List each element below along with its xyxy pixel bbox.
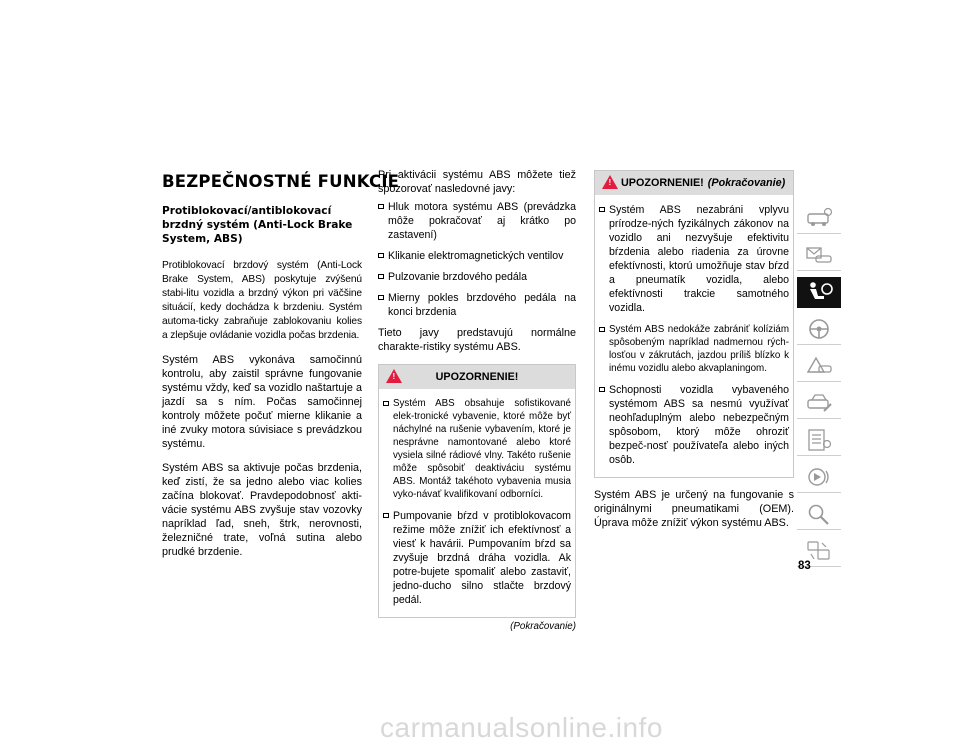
column-left (162, 168, 400, 569)
paragraph-abs-activation: Systém ABS sa aktivuje počas brzdenia, keď zistí, že sa jedno alebo viac kolies začína blokovať. Pravdepodobnosť akti-vácie systému ABS zvyšuje stav vozovky napríklad ľad, sneh, štrk, nerovnosti, železničné trate, voľná sutina alebo prudké brzdenie. (162, 462, 362, 558)
paragraph-abs-intro: Protiblokovací brzdový systém (Anti-Lock Brake System, ABS) poskytuje zvýšenú stabi-litu vozidla a brzdný výkon pri väčšine situácií, kedy dochádza k brzdeniu. Systém automa-ticky zabraňuje zablokovaniu kolies a zlepšuje ovládanie vozidla počas brzdenia. (162, 260, 362, 341)
tab-vehicle-info[interactable] (797, 203, 841, 234)
list-item: Pumpovanie bŕzd v protiblokovacom režime môže znížiť ich efektívnosť a viesť k havárii. Pumpovaním bŕzd sa zvyšuje brzdná dráha vozidla. Ak potre-bujete spomaliť alebo zastaviť, jedno-ducho silno stlačte brzdový pedál. (383, 509, 571, 607)
list-item: Mierny pokles brzdového pedála na konci brzdenia (378, 291, 576, 319)
warning-body (595, 195, 793, 477)
bullet-square-icon (378, 274, 384, 280)
column-right (594, 168, 794, 540)
paragraph-oem-tires: Systém ABS je určený na fungovanie s originálnymi pneumatikami (OEM). Úprava môže znížiť výkon systému ABS. (594, 489, 794, 529)
bullet-square-icon (378, 295, 384, 301)
subsection-title: Protiblokovací/antiblokovací brzdný systém (Anti-Lock Brake System, ABS) (162, 205, 353, 245)
warning-continued-label: (Pokračovanie) (707, 177, 786, 189)
tab-getting-to-know[interactable] (797, 240, 841, 271)
car-mail-icon (804, 243, 834, 267)
warning-box (378, 364, 576, 618)
paragraph-normal-characteristics: Tieto javy predstavujú normálne charakte-ristiky systému ABS. (378, 327, 576, 353)
warning-list (383, 397, 571, 607)
section-title: BEZPEČNOSTNÉ FUNKCIE (162, 172, 400, 191)
warning-title: UPOZORNENIE! (621, 177, 704, 189)
warning-list (599, 203, 789, 467)
bullet-square-icon (383, 401, 389, 407)
index-search-icon (804, 502, 834, 526)
airbag-seat-icon (804, 280, 834, 304)
list-item: Pulzovanie brzdového pedála (378, 270, 576, 284)
warning-title: UPOZORNENIE! (435, 371, 519, 383)
car-info-icon (804, 206, 834, 230)
multimedia-icon (804, 465, 834, 489)
tab-safety[interactable] (797, 277, 841, 308)
tab-servicing-maintenance[interactable] (797, 388, 841, 419)
column-middle (378, 168, 576, 632)
tab-starting-operating[interactable] (797, 314, 841, 345)
paragraph-abs-selfcheck: Systém ABS vykonáva samočinnú kontrolu, aby zaistil správne fungovanie systému vždy, keď sa vozidlo naštartuje a jazdí sa s ním. Počas samočinnej kontroly môžete počuť mierne klikanie a iné zvuky motora súvisiace s prevádzkou systému. (162, 354, 362, 450)
specifications-list-icon (804, 428, 834, 452)
continuation-note: (Pokračovanie) (510, 621, 576, 632)
steering-wheel-icon (804, 317, 834, 341)
warning-box-continued (594, 170, 794, 478)
car-service-icon (804, 391, 834, 415)
warning-header: ! UPOZORNENIE! (Pokračovanie) (595, 171, 793, 195)
paragraph-abs-phenomena: Pri aktivácii systému ABS môžete tiež spozorovať nasledovné javy: (378, 169, 576, 195)
tab-technical-specifications[interactable] (797, 425, 841, 456)
bullet-square-icon (378, 204, 384, 210)
warning-header: ! UPOZORNENIE! (379, 365, 575, 389)
list-item: Systém ABS obsahuje sofistikované elek-tronické vybavenie, ktoré môže byť náchylné na rušenie vybavením, ktoré je nesprávne namontované alebo ktoré vysiela silné rádiové vlny. Takéto rušenie môže spôsobiť deaktiváciu systému ABS. Montáž takéhoto vybavenia musia vyko-návať kvalifikovaní odborníci. (383, 397, 571, 501)
list-item: Systém ABS nezabráni vplyvu prírodze-ných fyzikálnych zákonov na vozidlo ani nezvyšuje efektivitu bŕzdenia alebo riadenia za úrovne efektívnosti, ktorú umožňuje stav bŕzd a pneumatík vozidla, alebo efektívnosti trakcie samotného vozidla. (599, 203, 789, 315)
bullet-square-icon (599, 207, 605, 213)
bullet-square-icon (599, 327, 605, 333)
warning-car-icon (804, 354, 834, 378)
phenomena-list (378, 200, 576, 319)
tab-in-case-of-emergency[interactable] (797, 351, 841, 382)
list-item: Schopnosti vozidla vybaveného systémom ABS sa nesmú využívať neohľaduplným alebo nebezpečným spôsobom, ktorý môže ohroziť bezpeč-nosť používateľa alebo iných osôb. (599, 383, 789, 467)
page-number: 83 (798, 560, 811, 572)
chapter-tab-strip (797, 203, 841, 573)
bullet-square-icon (383, 513, 389, 519)
watermark: carmanualsonline.info (380, 712, 663, 743)
bullet-square-icon (599, 387, 605, 393)
bullet-square-icon (378, 253, 384, 259)
list-item: Systém ABS nedokáže zabrániť kolíziám spôsobeným napríklad nadmernou rých-losťou v zákrutách, jazdou príliš blízko k inému vozidlu alebo akvaplaningom. (599, 323, 789, 375)
tab-multimedia[interactable] (797, 462, 841, 493)
warning-body (379, 389, 575, 617)
list-item: Hluk motora systému ABS (prevádzka môže pokračovať aj krátko po zastavení) (378, 200, 576, 242)
tab-index[interactable] (797, 499, 841, 530)
list-item: Klikanie elektromagnetických ventilov (378, 249, 576, 263)
